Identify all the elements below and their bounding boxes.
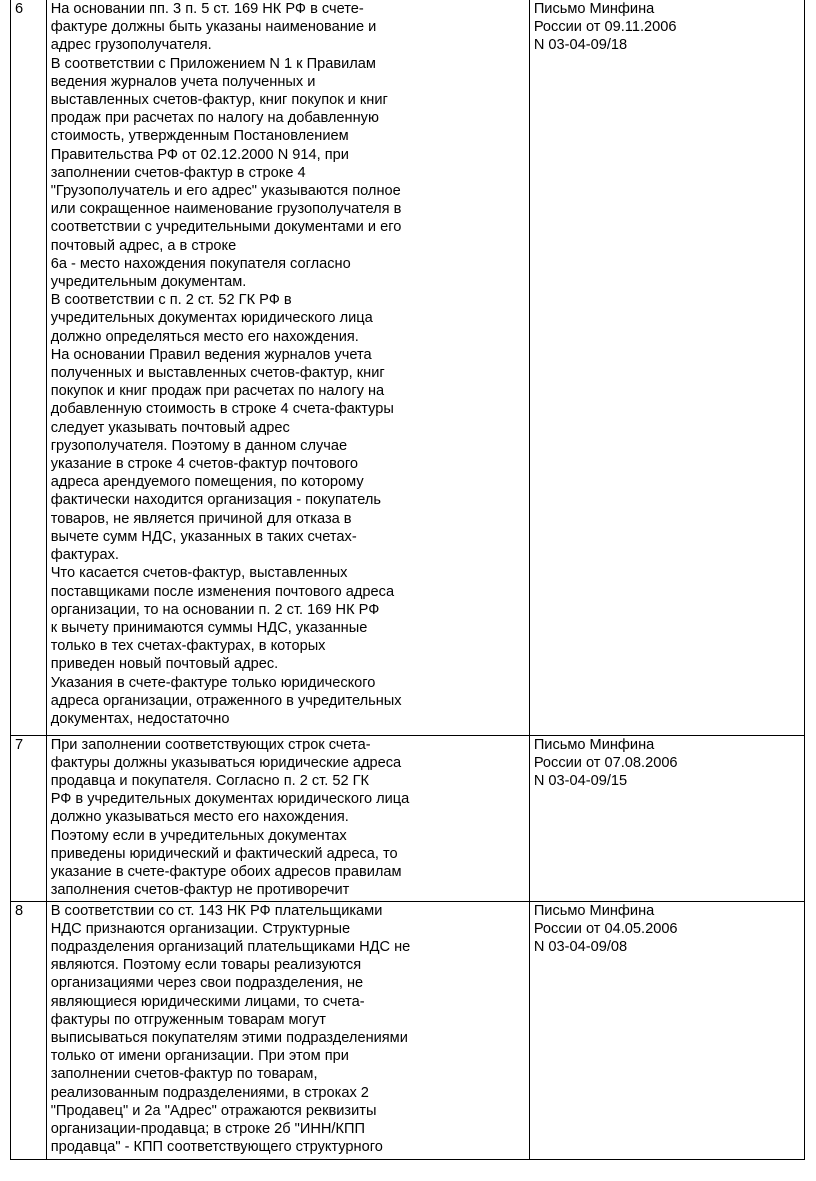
explanation-paragraph: При заполнении соответствующих строк счета- фактуры должны указываться юридические адреса продавца и покупателя. Согласно п. 2 ст. 52 ГК РФ в учредительных документах юридического лица должно указываться место его нахождения. bbox=[50, 736, 410, 826]
table-row bbox=[11, 0, 805, 735]
explanation-cell bbox=[46, 0, 529, 735]
explanation-cell bbox=[46, 735, 529, 901]
table-row bbox=[11, 901, 805, 1159]
row-number: 6 bbox=[11, 0, 47, 735]
explanation-paragraph: На основании пп. 3 п. 5 ст. 169 НК РФ в счете- фактуре должны быть указаны наименование и адрес грузополучателя. bbox=[50, 1, 377, 54]
regulation-table bbox=[10, 0, 805, 1160]
table-row bbox=[11, 735, 805, 901]
source-cell bbox=[529, 0, 804, 735]
source-reference: Письмо Минфина России от 09.11.2006 N 03-04-09/18 bbox=[533, 1, 677, 54]
row-number: 8 bbox=[11, 901, 47, 1159]
row-number: 7 bbox=[11, 735, 47, 901]
source-cell bbox=[529, 901, 804, 1159]
source-reference: Письмо Минфина России от 04.05.2006 N 03-04-09/08 bbox=[533, 902, 678, 955]
explanation-paragraph: В соответствии с п. 2 ст. 52 ГК РФ в учредительных документах юридического лица должно определяться место его нахождения. bbox=[50, 292, 373, 345]
explanation-paragraph: Указания в счете-фактуре только юридического адреса организации, отраженного в учредительных документах, недостаточно bbox=[50, 674, 402, 727]
explanation-cell bbox=[46, 901, 529, 1159]
explanation-paragraph: На основании Правил ведения журналов учета полученных и выставленных счетов-фактур, книг покупок и книг продаж при расчетах по налогу на добавленную стоимость в строке 4 счета-фактуры следует указывать почтовый адрес грузополучателя. Поэтому в данном случае указание в строке 4 счетов-фактур почтового адреса арендуемого помещения, по которому фактически находится организация - покупатель товаров, не является причиной для отказа в вычете сумм НДС, указанных в таких счетах- фактурах. bbox=[50, 346, 394, 564]
explanation-paragraph: В соответствии с Приложением N 1 к Правилам ведения журналов учета полученных и выставленных счетов-фактур, книг покупок и книг продаж при расчетах по налогу на добавленную стоимость, утвержденным Постановлением Правительства РФ от 02.12.2000 N 914, при заполнении счетов-фактур в строке 4 "Грузополучатель и его адрес" указываются полное или сокращенное наименование грузополучателя в соответствии с учредительными документами и его почтовый адрес, а в строке 6а - место нахождения покупателя согласно учредительным документам. bbox=[50, 55, 402, 291]
source-reference: Письмо Минфина России от 07.08.2006 N 03-04-09/15 bbox=[533, 736, 678, 789]
explanation-paragraph: Поэтому если в учредительных документах приведены юридический и фактический адреса, то указание в счете-фактуре обоих адресов правилам заполнения счетов-фактур не противоречит bbox=[50, 827, 402, 899]
explanation-paragraph: Что касается счетов-фактур, выставленных поставщиками после изменения почтового адреса организации, то на основании п. 2 ст. 169 НК РФ к вычету принимаются суммы НДС, указанные только в тех счетах-фактурах, в которых приведен новый почтовый адрес. bbox=[50, 565, 395, 673]
explanation-paragraph: В соответствии со ст. 143 НК РФ плательщиками НДС признаются организации. Структурные подразделения организаций плательщиками НДС не являются. Поэтому если товары реализуются организациями через свои подразделения, не являющиеся юридическими лицами, то счета- фактуры по отгруженным товарам могут выписываться покупателям этими подразделениями только от имени организации. При этом при заполнении счетов-фактур по товарам, реализованным подразделениями, в строках 2 "Продавец" и 2а "Адрес" отражаются реквизиты организации-продавца; в строке 2б "ИНН/КПП продавца" - КПП соответствующего структурного bbox=[50, 902, 411, 1156]
source-cell bbox=[529, 735, 804, 901]
